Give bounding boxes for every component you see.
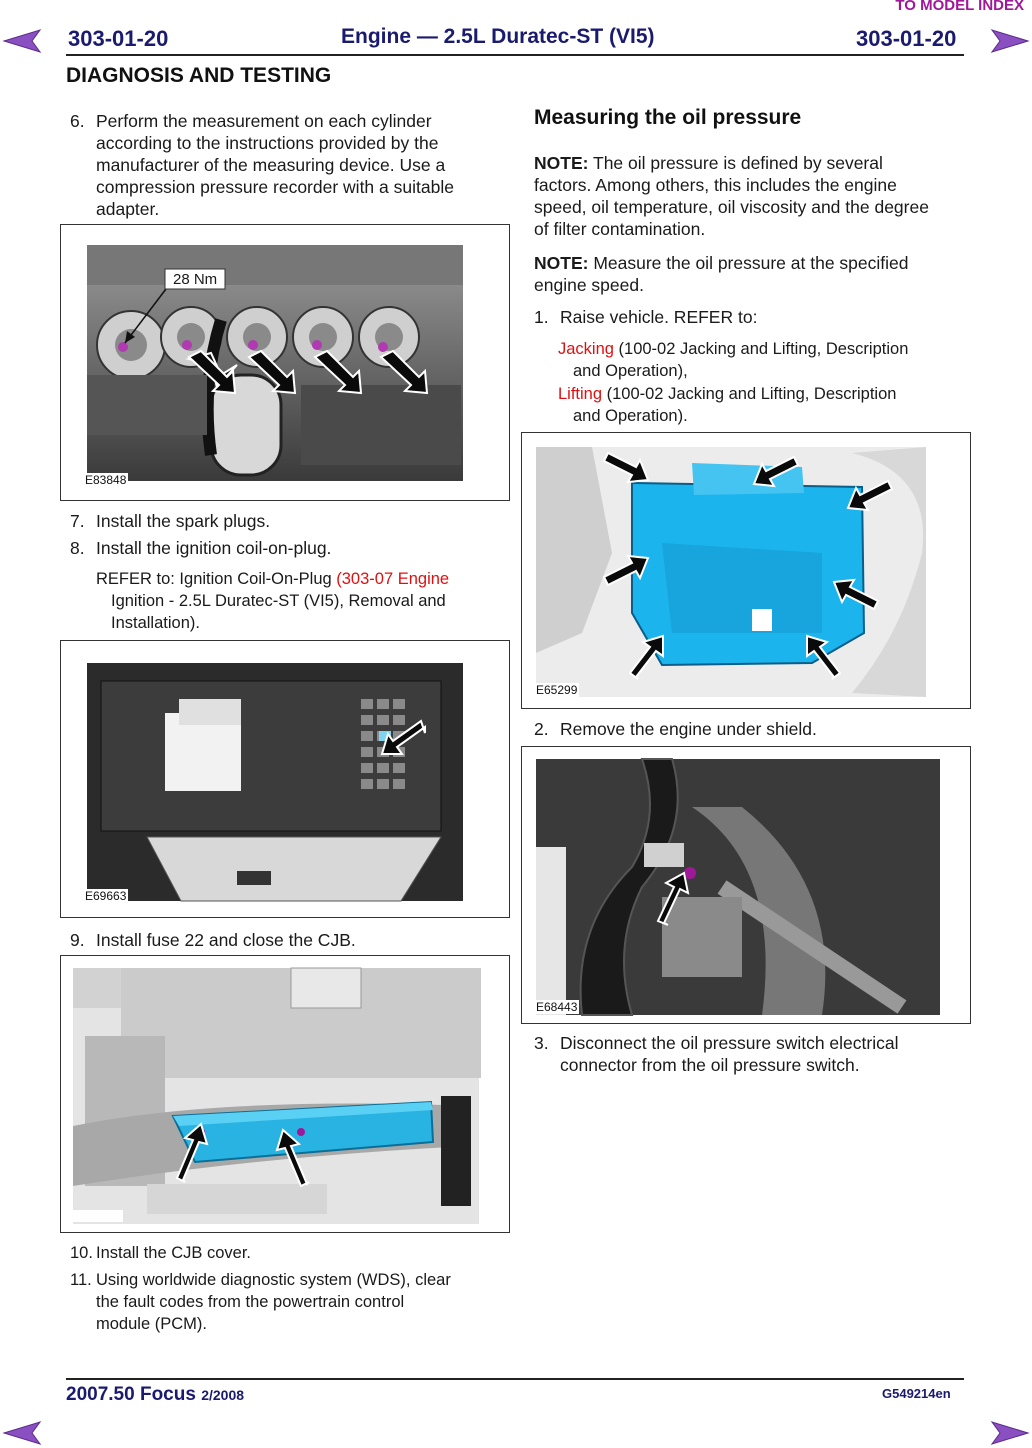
step-text: the fault codes from the powertrain control	[96, 1293, 405, 1311]
ref-jacking: Jacking (100-02 Jacking and Lifting, Description and Operation),	[558, 340, 909, 380]
step-text: connector from the oil pressure switch.	[560, 1055, 860, 1075]
link-engine-ignition[interactable]: (303-07 Engine	[336, 570, 450, 588]
step-text: according to the instructions provided by the	[96, 133, 439, 153]
step-text: manufacturer of the measuring device. Use a	[96, 155, 446, 175]
step-text: module (PCM).	[96, 1315, 207, 1333]
figure-under-shield	[521, 432, 971, 709]
figure-id: E69663	[85, 889, 127, 903]
step-number: 3.	[534, 1033, 549, 1053]
link-lifting[interactable]: Lifting	[558, 385, 603, 403]
previous-page-arrow-top[interactable]	[2, 28, 42, 54]
refer-coil-on-plug: REFER to: Ignition Coil-On-Plug (303-07 Engine Ignition - 2.5L Duratec-ST (VI5), Removal and Installation).	[96, 570, 450, 632]
step-text: Remove the engine under shield.	[560, 719, 817, 739]
step-text: Perform the measurement on each cylinder	[96, 111, 432, 131]
header-rule	[66, 54, 964, 56]
figure-spark-plugs	[60, 224, 510, 501]
figure-cjb-cover	[60, 955, 510, 1233]
note-2: NOTE: Measure the oil pressure at the specified engine speed.	[534, 253, 909, 295]
step-text: Disconnect the oil pressure switch electrical	[560, 1033, 899, 1053]
page-title: Engine — 2.5L Duratec-ST (VI5)	[341, 25, 655, 48]
section-code-left: 303-01-20	[68, 26, 169, 51]
step-text: adapter.	[96, 199, 160, 219]
ref-lifting: Lifting (100-02 Jacking and Lifting, Description and Operation).	[558, 385, 897, 425]
cjb-illustration	[61, 641, 509, 917]
footer-rule	[66, 1378, 964, 1380]
footer-doc-id: G549214en	[882, 1386, 951, 1401]
step-number: 6.	[70, 111, 85, 131]
engine-head-illustration	[61, 225, 509, 500]
next-page-arrow-top[interactable]	[990, 28, 1030, 54]
step-number: 7.	[70, 511, 85, 531]
oil-pressure-heading: Measuring the oil pressure	[534, 106, 802, 129]
link-jacking[interactable]: Jacking	[558, 340, 614, 358]
step-number: 8.	[70, 538, 85, 558]
note-1: NOTE: The oil pressure is defined by several factors. Among others, this includes the engine speed, oil temperature, oil viscosity and the degree of filter contamination.	[534, 153, 929, 239]
footer-model: 2007.50 Focus 2/2008	[66, 1384, 245, 1405]
step-number: 1.	[534, 307, 549, 327]
step-text: Install the spark plugs.	[96, 511, 271, 531]
step-text: Using worldwide diagnostic system (WDS), clear	[96, 1271, 451, 1289]
figure-id: E83848	[85, 473, 127, 487]
figure-cjb	[60, 640, 510, 918]
under-shield-illustration	[522, 433, 970, 708]
cjb-cover-illustration	[61, 956, 509, 1232]
step-text: compression pressure recorder with a suitable	[96, 177, 454, 197]
torque-callout: 28 Nm	[173, 271, 218, 288]
section-code-right: 303-01-20	[856, 26, 957, 51]
model-index-link[interactable]: TO MODEL INDEX	[895, 0, 1024, 14]
step-text: Install the CJB cover.	[96, 1244, 251, 1262]
step-text: Install fuse 22 and close the CJB.	[96, 930, 356, 950]
step-text: Install the ignition coil-on-plug.	[96, 538, 332, 558]
step-text: Raise vehicle. REFER to:	[560, 307, 758, 327]
step-number: 11.	[70, 1271, 92, 1289]
step-number: 9.	[70, 930, 85, 950]
figure-id: E65299	[536, 683, 578, 697]
figure-id: E68443	[536, 1000, 578, 1014]
figure-oil-pressure-switch	[521, 746, 971, 1024]
step-number: 10.	[70, 1244, 93, 1262]
previous-page-arrow-bottom[interactable]	[2, 1420, 42, 1446]
next-page-arrow-bottom[interactable]	[990, 1420, 1030, 1446]
step-number: 2.	[534, 719, 549, 739]
section-title: DIAGNOSIS AND TESTING	[66, 64, 332, 87]
oil-switch-illustration	[522, 747, 970, 1023]
